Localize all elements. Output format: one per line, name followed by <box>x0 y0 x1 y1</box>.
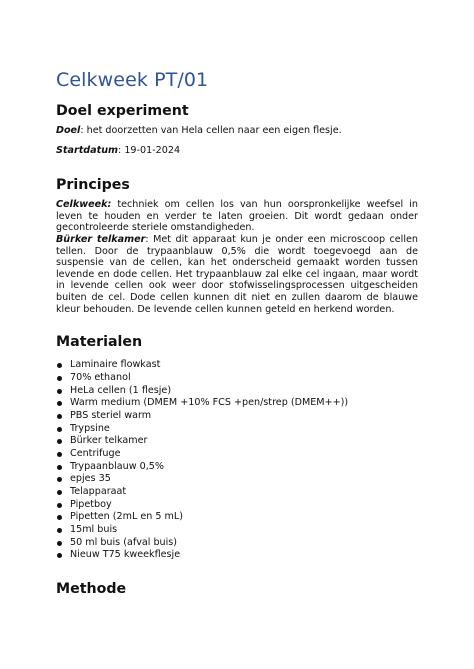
list-item-text: Laminaire flowkast <box>70 359 161 371</box>
list-item-text: Telapparaat <box>70 486 127 497</box>
bullet-icon <box>57 515 62 520</box>
list-item-text: Warm medium (DMEM +10% FCS +pen/strep (DMEM++)) <box>70 397 349 409</box>
list-item-text: 50 ml buis (afval buis) <box>70 536 178 548</box>
bullet-icon <box>57 452 62 457</box>
bullet-icon <box>57 465 62 470</box>
bullet-icon <box>57 427 62 432</box>
list-item <box>56 473 418 486</box>
list-item <box>56 499 418 512</box>
burker-label: Bürker telkamer <box>56 233 146 245</box>
list-item <box>56 448 418 461</box>
bullet-icon <box>57 414 62 419</box>
bullet-icon <box>57 376 62 381</box>
list-item-text: 15ml buis <box>70 524 118 536</box>
list-item-text: Trypsine <box>70 422 110 434</box>
bullet-icon <box>57 553 62 558</box>
burker-text: : Met dit apparaat kun je onder een microscoop cellen tellen. Door de trypaanblauw 0,5% die wordt toegevoegd aan de suspensie van de cellen, kan het onderscheid gemaakt worden tussen levende en dode cellen. Het trypaanblauw zal elke cel ingaan, maar wordt in levende cellen ook weer door stofwisselingsprocessen uitgescheiden buiten de cel. Dode cellen kunnen dit niet en zullen daarom de blauwe kleur behouden. De levende cellen kunnen geteld en herkend worden. <box>56 233 418 315</box>
list-item-text: epjes 35 <box>70 473 111 485</box>
celkweek-text: techniek om cellen los van hun oorspronkelijke weefsel in leven te houden en verder te laten groeien. Dit wordt gedaan onder gecontroleerde steriele omstandigheden. <box>56 199 418 234</box>
bullet-icon <box>57 363 62 368</box>
heading-methode: Methode <box>56 581 127 598</box>
startdatum-paragraph <box>56 145 418 157</box>
list-item <box>56 537 418 550</box>
startdatum-text: : 19-01-2024 <box>118 144 181 156</box>
list-item <box>56 461 418 474</box>
bullet-icon <box>57 541 62 546</box>
list-item-text: Nieuw T75 kweekflesje <box>70 549 181 561</box>
celkweek-paragraph <box>56 199 418 234</box>
burker-paragraph <box>56 234 418 315</box>
list-item-text: Trypaanblauw 0,5% <box>70 460 164 472</box>
doel-paragraph <box>56 125 418 137</box>
list-item <box>56 372 418 385</box>
bullet-icon <box>57 439 62 444</box>
heading-principes: Principes <box>56 177 130 194</box>
list-item <box>56 524 418 537</box>
bullet-icon <box>57 528 62 533</box>
document-title: Celkweek PT/01 <box>56 69 209 91</box>
heading-materialen: Materialen <box>56 334 143 351</box>
doel-text: : het doorzetten van Hela cellen naar een eigen flesje. <box>80 125 342 136</box>
bullet-icon <box>57 477 62 482</box>
list-item <box>56 385 418 398</box>
list-item <box>56 486 418 499</box>
startdatum-label: Startdatum <box>56 144 119 156</box>
list-item <box>56 511 418 524</box>
list-item <box>56 435 418 448</box>
list-item-text: Pipetboy <box>70 498 112 510</box>
heading-doel-experiment: Doel experiment <box>56 103 189 119</box>
celkweek-label: Celkweek: <box>56 199 112 211</box>
list-item <box>56 410 418 423</box>
list-item <box>56 549 418 562</box>
list-item <box>56 397 418 410</box>
bullet-icon <box>57 503 62 508</box>
list-item-text: 70% ethanol <box>70 371 131 383</box>
list-item-text: Bürker telkamer <box>70 435 148 447</box>
list-item-text: PBS steriel warm <box>70 409 152 421</box>
list-item-text: Centrifuge <box>70 447 121 459</box>
materials-list <box>56 359 418 562</box>
list-item-text: Pipetten (2mL en 5 mL) <box>70 511 183 523</box>
bullet-icon <box>57 401 62 406</box>
list-item <box>56 359 418 372</box>
document-content <box>56 68 418 598</box>
doel-label: Doel <box>56 125 81 136</box>
list-item-text: HeLa cellen (1 flesje) <box>70 384 172 396</box>
list-item <box>56 423 418 436</box>
bullet-icon <box>57 389 62 394</box>
bullet-icon <box>57 490 62 495</box>
